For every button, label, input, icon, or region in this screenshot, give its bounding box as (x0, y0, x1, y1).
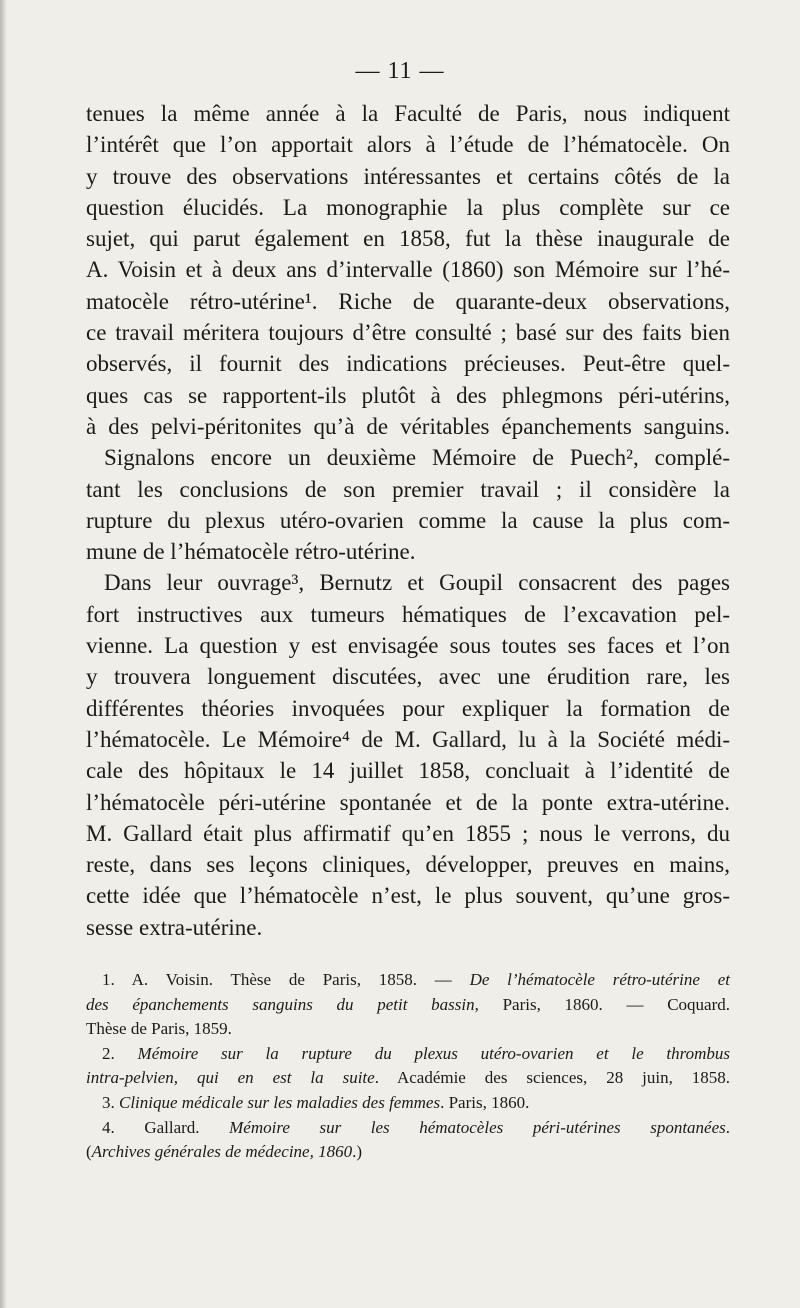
footnote-line (86, 1140, 730, 1165)
text-line: mune de l’hématocèle rétro-utérine. (86, 539, 416, 565)
text-line: tant les conclusions de son premier travail ; il considère la (86, 476, 730, 502)
text-line: observés, il fournit des indications précieuses. Peut-être quel- (86, 351, 730, 377)
text-line: vienne. La question y est envisagée sous toutes ses faces et l’on (86, 633, 730, 659)
footnote-text: . Paris, 1860. (440, 1092, 530, 1112)
text-line: question élucidés. La monographie la plus complète sur ce (86, 194, 730, 220)
footnote-title: des épanchements sanguins du petit bassin (86, 994, 475, 1014)
footnote-title: Archives générales de médecine, 1860 (91, 1142, 353, 1162)
footnote-line (86, 993, 730, 1018)
text-line: l’hématocèle péri-utérine spontanée et de la ponte extra-utérine. (86, 789, 730, 815)
text-line: cette idée que l’hématocèle n’est, le plus souvent, qu’une gros- (86, 883, 730, 909)
text-line: Signalons encore un deuxième Mémoire de Puech², complé- (104, 445, 730, 471)
text-line: rupture du plexus utéro-ovarien comme la cause la plus com- (86, 507, 730, 533)
footnote-text: Thèse de Paris, 1859. (86, 1019, 232, 1039)
footnote-line (86, 1116, 730, 1141)
footnote-line (86, 968, 730, 993)
text-line: différentes théories invoquées pour expliquer la formation de (86, 695, 730, 721)
text-line: y trouvera longuement discutées, avec une érudition rare, les (86, 664, 730, 690)
text-line: sujet, qui parut également en 1858, fut la thèse inaugurale de (86, 226, 730, 252)
footnote-line (86, 1066, 730, 1091)
footnote-title: intra-pelvien, qui en est la suite (86, 1068, 375, 1088)
text-line: y trouve des observations intéressantes et certains côtés de la (86, 163, 730, 189)
footnote-text: ( (86, 1142, 92, 1162)
text-line: fort instructives aux tumeurs hématiques de l’excavation pel- (86, 601, 730, 627)
page-edge-shadow (0, 0, 7, 1308)
text-line: Dans leur ouvrage³, Bernutz et Goupil consacrent des pages (104, 570, 730, 596)
footnote-text: 3. (102, 1092, 119, 1112)
page-number-header: — 11 — (355, 58, 445, 84)
footnote-line (86, 1042, 730, 1067)
text-line: sesse extra-utérine. (86, 914, 263, 940)
text-line: l’intérêt que l’on apportait alors à l’étude de l’hématocèle. On (86, 132, 730, 158)
text-line: tenues la même année à la Faculté de Paris, nous indiquent (86, 101, 730, 126)
footnote-title: Mémoire sur la rupture du plexus utéro-ovarien et le thrombus (137, 1043, 730, 1063)
text-line: à des pelvi-péritonites qu’à de véritables épanchements sanguins. (86, 413, 730, 439)
footnote-text: 1. A. Voisin. Thèse de Paris, 1858. — (102, 970, 470, 989)
footnote-title: Mémoire sur les hématocèles péri-utérines spontanées (229, 1117, 726, 1137)
footnotes-block (86, 968, 730, 1165)
footnote-text: . (725, 1117, 731, 1137)
text-line: cale des hôpitaux le 14 juillet 1858, concluait à l’identité de (86, 758, 730, 784)
footnote-text: .) (352, 1142, 363, 1162)
footnote-title: Clinique médicale sur les maladies des femmes (119, 1092, 441, 1112)
text-line: M. Gallard était plus affirmatif qu’en 1855 ; nous le verrons, du (86, 820, 730, 846)
text-line: l’hématocèle. Le Mémoire⁴ de M. Gallard, lu à la Société médi- (86, 726, 730, 752)
main-text-block (86, 98, 730, 943)
text-line: ques cas se rapportent-ils plutôt à des phlegmons péri-utérins, (86, 382, 730, 408)
text-line: ce travail méritera toujours d’être consulté ; basé sur des faits bien (86, 320, 730, 346)
text-line: matocèle rétro-utérine¹. Riche de quarante-deux observations, (86, 288, 730, 314)
footnote-text: 4. Gallard. (102, 1117, 230, 1137)
footnote-line (86, 1091, 730, 1116)
footnote-text: 2. (102, 1043, 138, 1063)
footnote-title: De l’hématocèle rétro-utérine et (469, 970, 730, 989)
footnote-text: , Paris, 1860. — Coquard. (474, 994, 730, 1014)
text-line: A. Voisin et à deux ans d’intervalle (1860) son Mémoire sur l’hé- (86, 257, 730, 283)
text-line: reste, dans ses leçons cliniques, développer, preuves en mains, (86, 852, 730, 878)
footnote-text: . Académie des sciences, 28 juin, 1858. (374, 1068, 730, 1088)
footnote-line (86, 1017, 730, 1042)
